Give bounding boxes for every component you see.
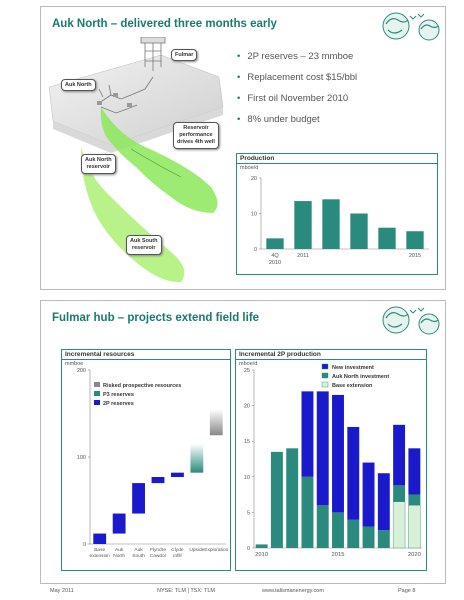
production-panel — [236, 153, 438, 275]
incremental-resources-panel — [61, 349, 231, 571]
bullet-item: • 2P reserves – 23 mmboe — [237, 51, 354, 62]
footer-ticker: NYSE: TLM | TSX: TLM — [157, 588, 215, 594]
production-bar — [294, 201, 311, 249]
y-tick-label: 25 — [243, 368, 250, 374]
x-tick-label: 4Q — [271, 253, 279, 259]
slide-auk-north — [40, 6, 446, 290]
incremental-resources-chart — [62, 360, 230, 570]
y-tick-label: 0 — [246, 546, 250, 552]
auk-north-label: Auk North — [61, 79, 96, 91]
production-bar — [322, 199, 339, 249]
x-tick-sublabel: infill — [173, 554, 182, 559]
x-tick-sublabel: North — [113, 554, 126, 559]
legend-swatch — [94, 382, 100, 387]
production-bar — [266, 238, 283, 249]
production-chart — [237, 164, 437, 274]
x-tick-label: Auk — [134, 548, 143, 553]
y-tick-label: 10 — [250, 211, 257, 218]
x-tick-label: Upside — [189, 548, 205, 553]
company-logo — [374, 302, 444, 338]
bullet-item: • First oil November 2010 — [237, 93, 349, 104]
stacked-bar-segment — [347, 427, 359, 520]
y-tick-label: 0 — [82, 542, 86, 548]
x-tick-sublabel: 2010 — [268, 260, 282, 266]
stacked-bar-segment — [408, 448, 420, 494]
x-tick-sublabel: extension — [89, 554, 110, 559]
slide-title: Auk North – delivered three months early — [52, 18, 277, 30]
legend-label: 2P reserves — [103, 401, 134, 407]
legend-label: P3 reserves — [103, 392, 134, 398]
x-tick-label: 2010 — [255, 552, 269, 558]
unit-label: mboe/d — [239, 361, 258, 367]
footer-website[interactable]: www.talismanenergy.com — [262, 588, 324, 594]
x-tick-label: Exploration — [204, 548, 229, 553]
y-tick-label: 5 — [246, 510, 250, 517]
y-tick-label: 0 — [253, 247, 257, 253]
stacked-bar-segment — [378, 473, 390, 530]
incremental-production-panel — [235, 349, 427, 571]
waterfall-bar — [152, 477, 165, 483]
stacked-bar-segment — [256, 544, 268, 548]
x-tick-label: 2015 — [331, 552, 345, 558]
footer-page-number: Page 8 — [398, 588, 416, 594]
y-tick-label: 200 — [76, 368, 86, 374]
x-tick-label: 2011 — [297, 253, 309, 259]
stacked-bar-segment — [408, 505, 420, 548]
x-tick-label: 2015 — [408, 253, 422, 259]
panel-title: Production — [237, 154, 437, 164]
unit-label: mmboe — [65, 361, 84, 367]
stacked-bar-segment — [271, 452, 283, 548]
x-tick-label: Auk — [115, 548, 124, 553]
y-tick-label: 10 — [243, 474, 250, 481]
fulmar-label: Fulmar — [171, 49, 197, 61]
bullet-item: • Replacement cost $15/bbl — [237, 72, 358, 83]
stacked-bar-segment — [393, 502, 405, 548]
legend-label: Base extension — [332, 383, 373, 389]
stacked-bar-segment — [317, 505, 329, 548]
production-bar — [350, 214, 367, 250]
bullet-item: • 8% under budget — [237, 114, 320, 125]
legend-swatch — [322, 373, 328, 378]
legend-label: New investment — [332, 365, 374, 371]
stacked-bar-segment — [363, 527, 375, 548]
x-tick-sublabel: Cawdor — [149, 554, 167, 559]
y-tick-label: 20 — [243, 403, 250, 410]
stacked-bar-segment — [332, 395, 344, 512]
stacked-bar-segment — [393, 485, 405, 501]
legend-label: Auk North investment — [332, 374, 390, 380]
auk-south-reservoir-label: Auk South reservoir — [126, 235, 162, 255]
panel-title: Incremental 2P production — [236, 350, 426, 360]
stacked-bar-segment — [301, 477, 313, 548]
production-bar — [406, 231, 423, 249]
legend-swatch — [322, 382, 328, 387]
stacked-bar-segment — [332, 512, 344, 548]
panel-title: Incremental resources — [62, 350, 230, 360]
slide-fulmar-hub — [40, 300, 446, 584]
stacked-bar-segment — [408, 495, 420, 506]
stacked-bar-segment — [286, 448, 298, 548]
waterfall-bar — [132, 483, 145, 513]
waterfall-bar — [190, 444, 203, 473]
footer-date: May 2011 — [50, 588, 74, 594]
waterfall-bar — [210, 409, 223, 435]
y-tick-label: 15 — [243, 439, 250, 446]
waterfall-bar — [113, 514, 126, 534]
waterfall-bar — [171, 473, 184, 477]
slide-title: Fulmar hub – projects extend field life — [52, 312, 260, 324]
x-tick-label: 2020 — [407, 552, 421, 558]
key-facts-list — [237, 51, 357, 135]
waterfall-bar — [93, 534, 106, 544]
stacked-bar-segment — [363, 463, 375, 527]
unit-label: mboe/d — [240, 165, 259, 171]
reservoir-performance-label: Reservoir performance drives 4th well — [173, 122, 219, 149]
x-tick-sublabel: South — [132, 554, 145, 559]
legend-label: Risked prospective resources — [103, 383, 182, 389]
stacked-bar-segment — [301, 391, 313, 476]
y-tick-label: 20 — [250, 176, 257, 182]
production-bar — [378, 228, 395, 249]
legend-swatch — [94, 391, 100, 396]
x-tick-label: Flyndre — [150, 548, 166, 553]
stacked-bar-segment — [347, 520, 359, 548]
company-logo — [374, 8, 444, 44]
legend-swatch — [94, 400, 100, 405]
stacked-bar-segment — [317, 391, 329, 505]
auk-north-reservoir-label: Auk North reservoir — [81, 154, 116, 174]
y-tick-label: 100 — [76, 455, 86, 461]
x-tick-label: Base — [94, 548, 106, 553]
legend-swatch — [322, 364, 328, 369]
incremental-production-chart — [236, 360, 426, 570]
stacked-bar-segment — [378, 530, 390, 548]
x-tick-label: Clyde — [171, 548, 184, 553]
stacked-bar-segment — [393, 425, 405, 486]
